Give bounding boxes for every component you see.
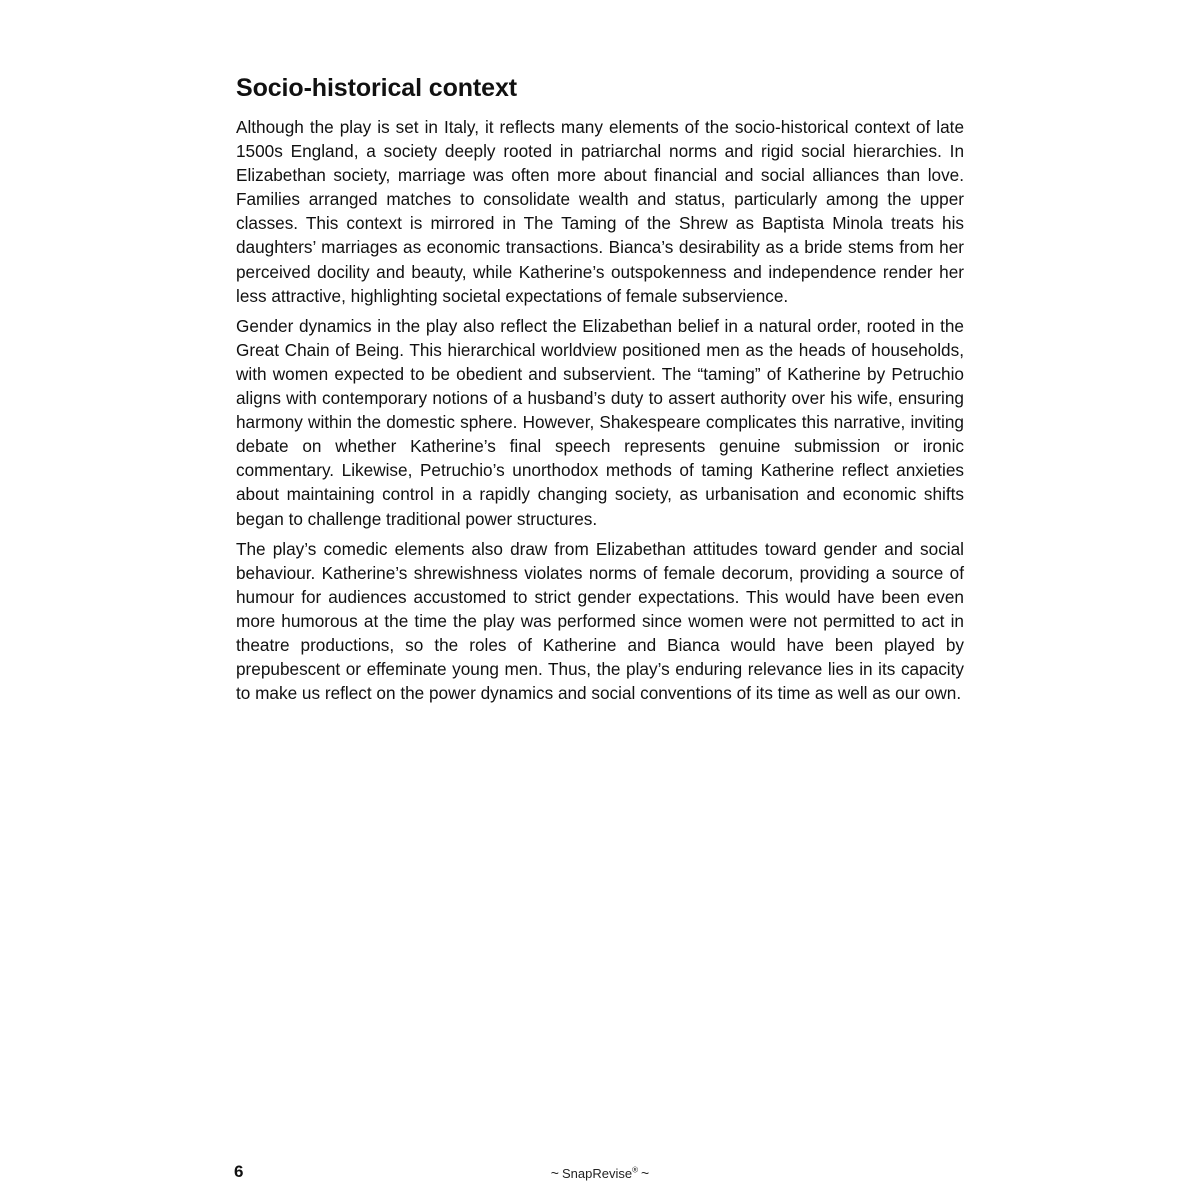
body-paragraph-3: The play’s comedic elements also draw from Elizabethan attitudes toward gender and social behaviour. Katherine’s shrewishness violates norms of female decorum, providing a source of humour for audiences accustomed to strict gender expectations. This would have been even more humorous at the time the play was performed since women were not permitted to act in theatre productions, so the roles of Katherine and Bianca would have been played by prepubescent or effeminate young men. Thus, the play’s enduring relevance lies in its capacity to make us reflect on the power dynamics and social conventions of its time as well as our own. — [236, 538, 964, 704]
section-content — [236, 72, 964, 711]
body-paragraph-1: Although the play is set in Italy, it reflects many elements of the socio-historical context of late 1500s England, a society deeply rooted in patriarchal norms and rigid social hierarchies. In Elizabethan society, marriage was often more about financial and social alliances than love. Families arranged matches to consolidate wealth and status, particularly among the upper classes. This context is mirrored in The Taming of the Shrew as Baptista Minola treats his daughters’ marriages as economic transactions. Bianca’s desirability as a bride stems from her perceived docility and beauty, while Katherine’s outspokenness and independence render her less attractive, highlighting societal expectations of female subservience. — [236, 117, 964, 306]
page-number: 6 — [234, 1162, 244, 1181]
tilde-right: ~ — [641, 1165, 650, 1181]
registered-mark: ® — [632, 1165, 638, 1175]
tilde-left: ~ — [550, 1165, 559, 1181]
section-title: Socio-historical context — [236, 74, 517, 102]
footer-brand — [0, 1163, 1200, 1184]
body-paragraph-2: Gender dynamics in the play also reflect the Elizabethan belief in a natural order, rooted in the Great Chain of Being. This hierarchical worldview positioned men as the heads of households, with women expected to be obedient and subservient. The “taming” of Katherine by Petruchio aligns with contemporary notions of a husband’s duty to assert authority over his wife, ensuring harmony within the domestic sphere. However, Shakespeare complicates this narrative, inviting debate on whether Katherine’s final speech represents genuine submission or ironic commentary. Likewise, Petruchio’s unorthodox methods of taming Katherine reflect anxieties about maintaining control in a rapidly changing society, as urbanisation and economic shifts began to challenge traditional power structures. — [236, 315, 964, 529]
brand-name: SnapRevise — [561, 1166, 633, 1181]
